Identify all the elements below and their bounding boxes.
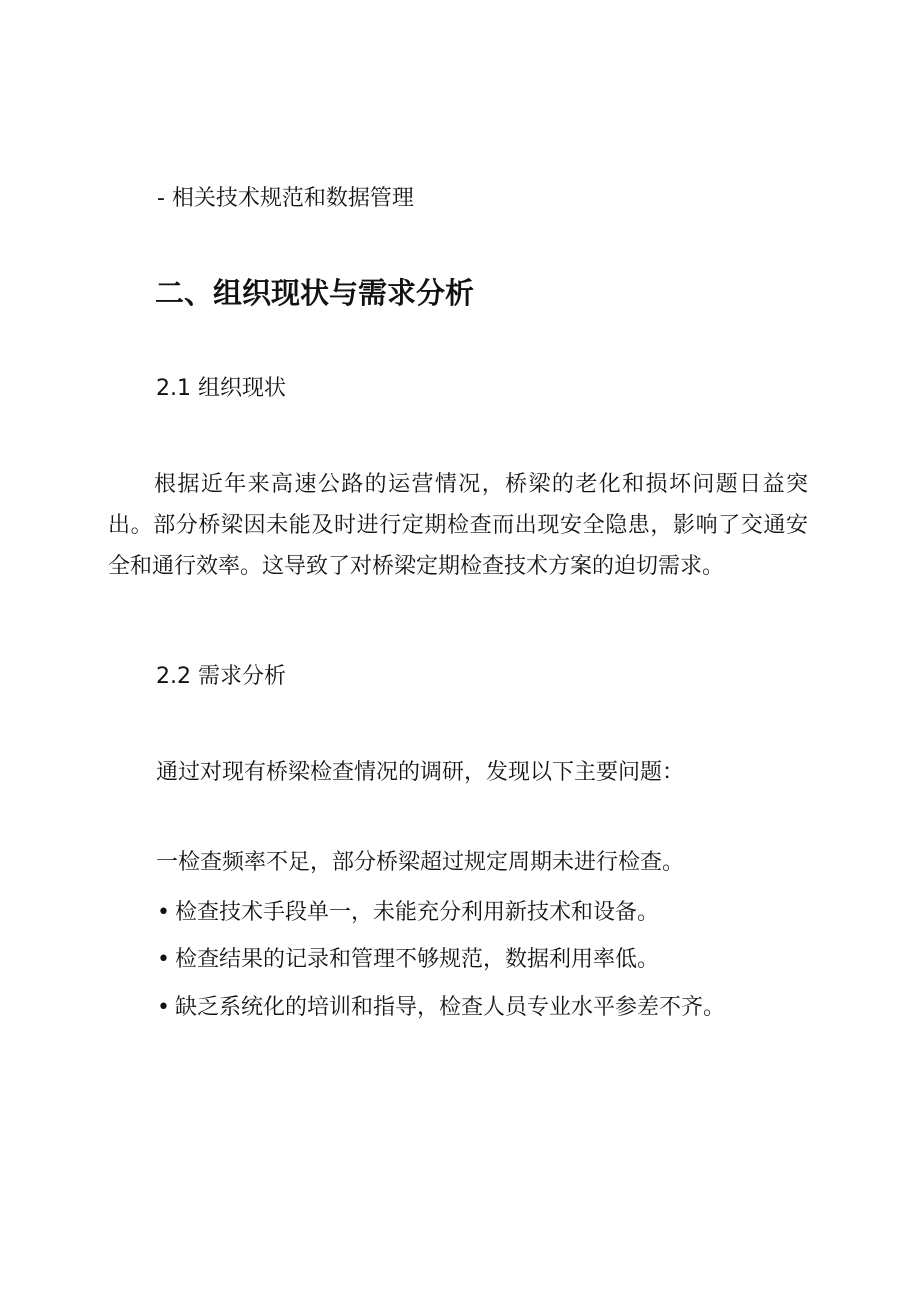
list-item-frequency: 一检查频率不足，部分桥梁超过规定周期未进行检查。 — [156, 850, 685, 875]
list-item-text: 缺乏系统化的培训和指导，检查人员专业水平参差不齐。 — [175, 995, 726, 1020]
subsection-title-2-1: 2.1 组织现状 — [156, 376, 286, 401]
list-item-text: 检查技术手段单一，未能充分利用新技术和设备。 — [175, 900, 660, 925]
list-item — [157, 898, 659, 928]
subsection-title-2-2: 2.2 需求分析 — [156, 664, 286, 689]
bullet-icon: • — [157, 995, 170, 1020]
bullet-icon: • — [157, 947, 170, 972]
paragraph-current-status: 根据近年来高速公路的运营情况，桥梁的老化和损坏问题日益突出。部分桥梁因未能及时进行定期检查而出现安全隐患，影响了交通安全和通行效率。这导致了对桥梁定期检查技术方案的迫切需求。 — [108, 472, 808, 579]
list-item-tech-standards: - 相关技术规范和数据管理 — [157, 186, 414, 211]
list-item — [157, 945, 659, 975]
paragraph-needs-intro: 通过对现有桥梁检查情况的调研，发现以下主要问题： — [156, 760, 685, 785]
bullet-icon: • — [157, 900, 170, 925]
section-title: 二、组织现状与需求分析 — [155, 276, 475, 310]
list-item — [157, 993, 725, 1023]
list-item-text: 检查结果的记录和管理不够规范，数据利用率低。 — [175, 947, 660, 972]
